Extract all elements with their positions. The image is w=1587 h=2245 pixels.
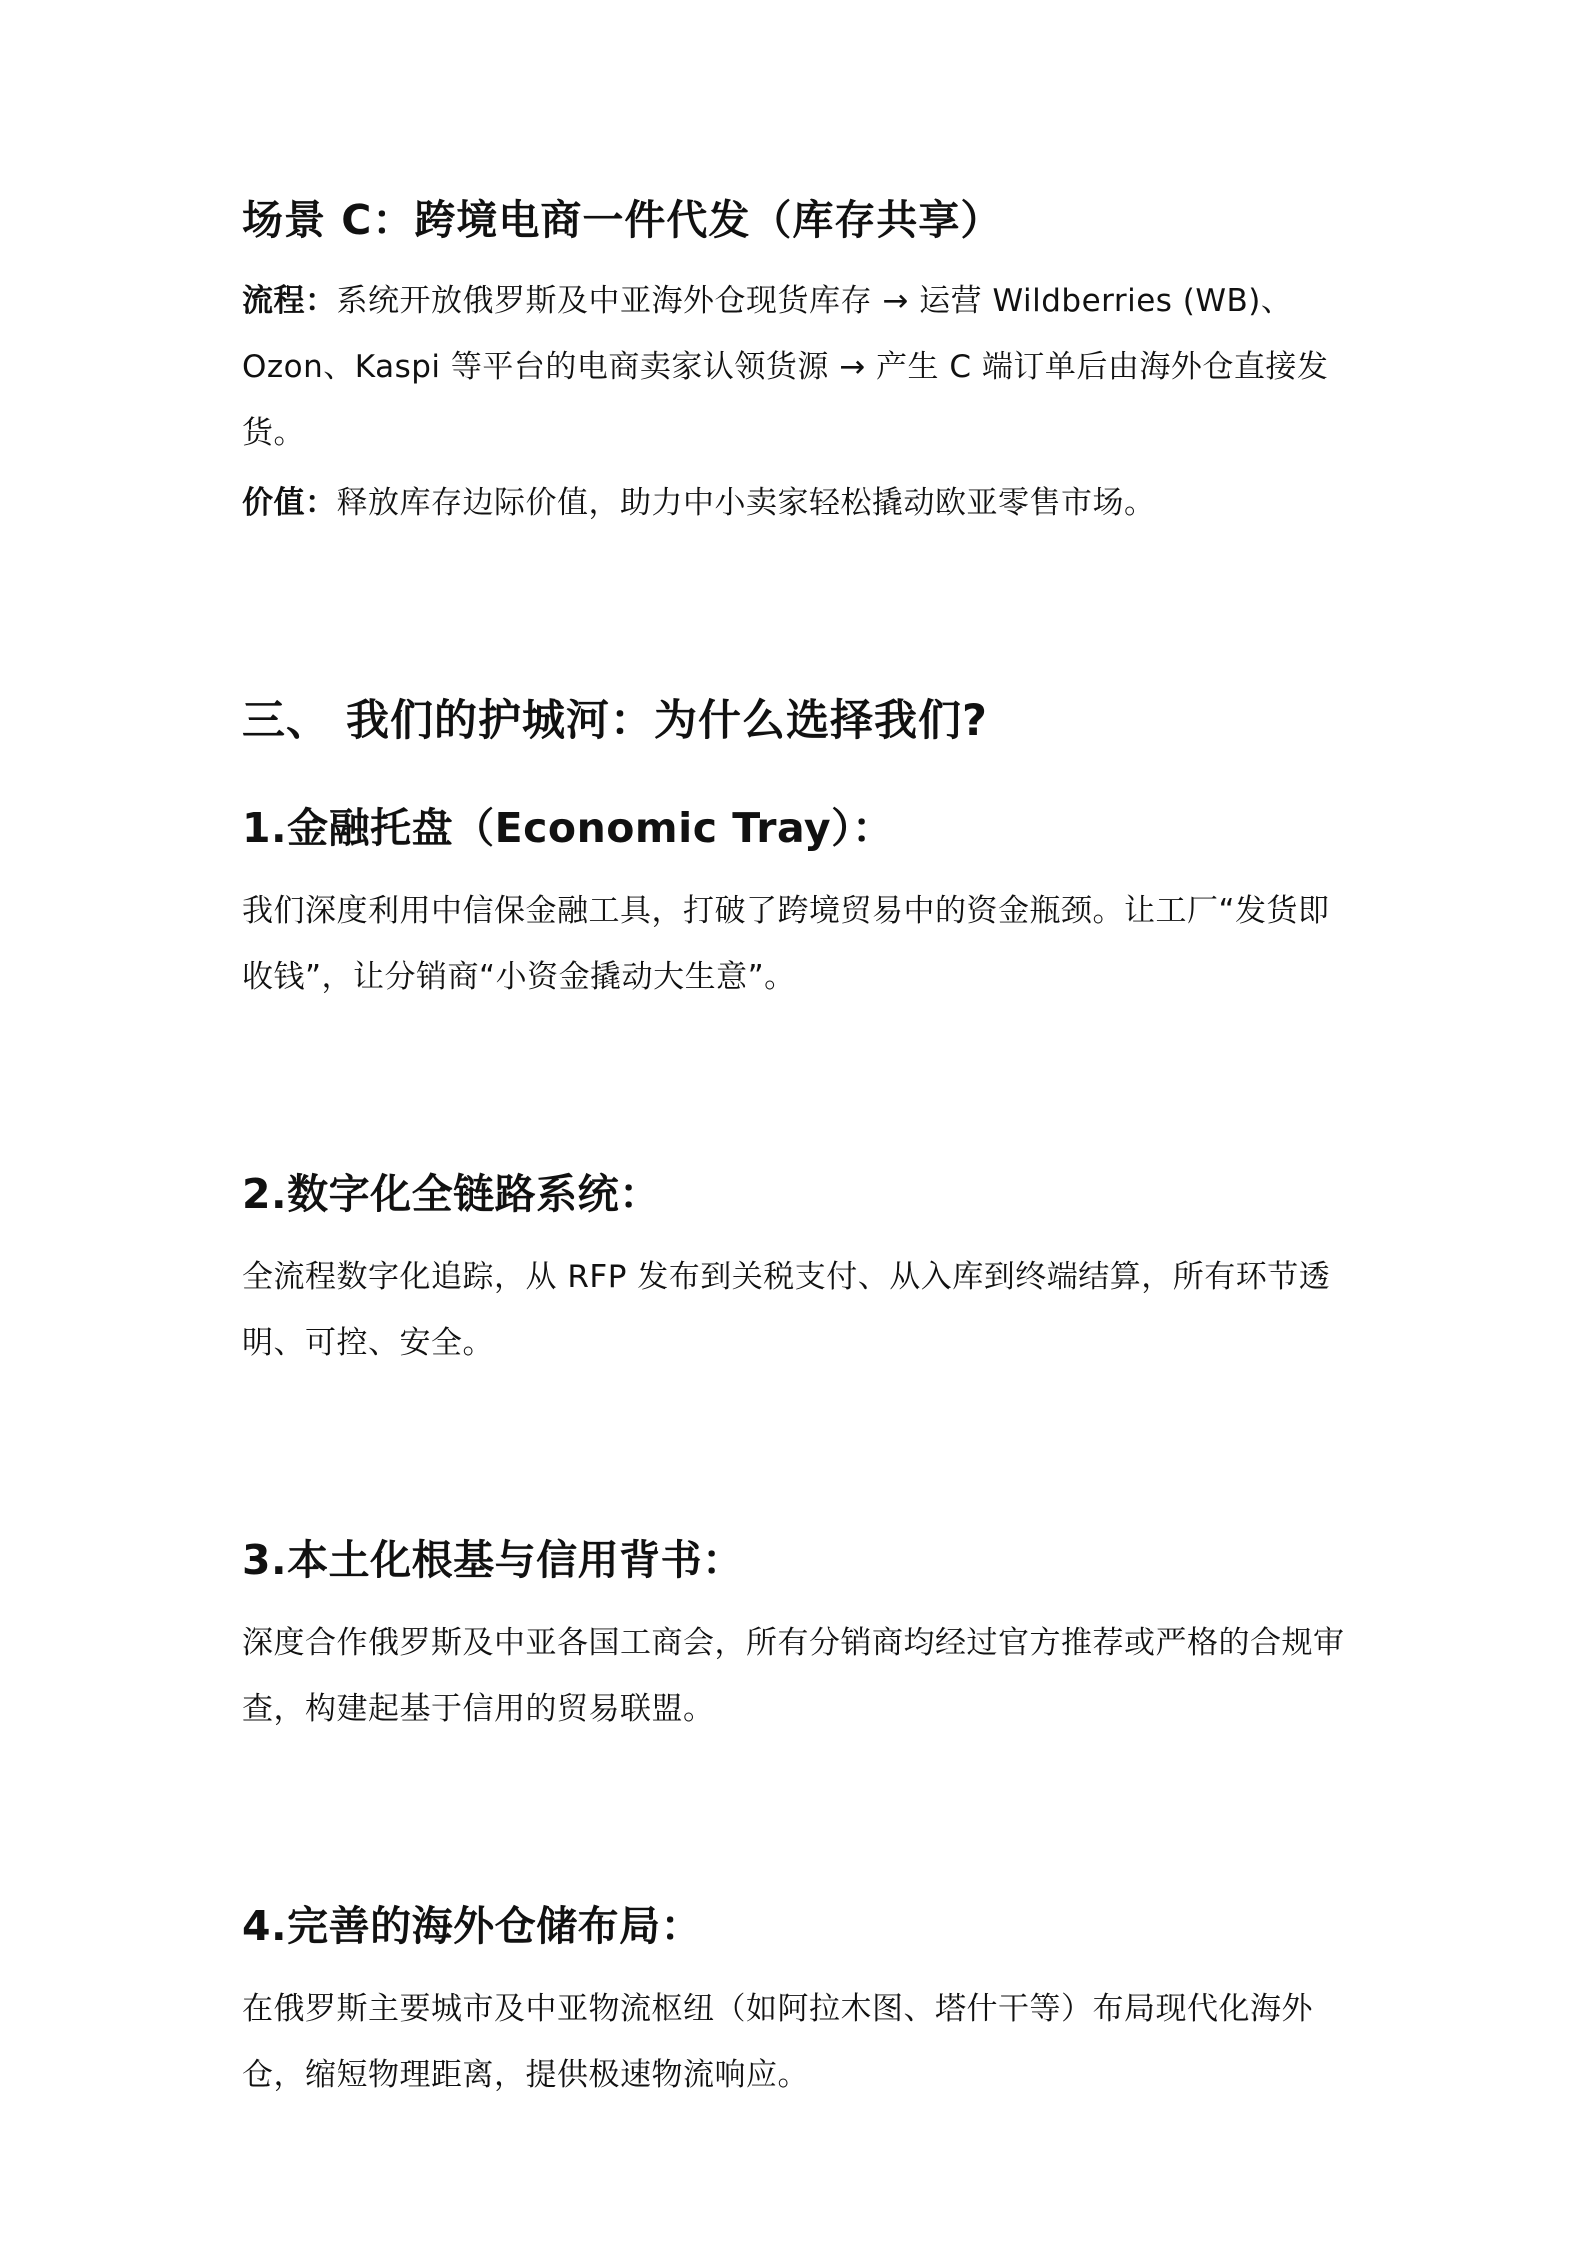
moat-item-digital-system xyxy=(242,1162,1352,1376)
item-title: 3.本土化根基与信用背书： xyxy=(242,1536,744,1584)
scene-c-value xyxy=(242,470,1352,536)
item-text: 在俄罗斯主要城市及中亚物流枢纽（如阿拉木图、塔什干等）布局现代化海外仓，缩短物理距离，提供极速物流响应。 xyxy=(242,1991,1313,2093)
item-text: 全流程数字化追踪，从 RFP 发布到关税支付、从入库到终端结算，所有环节透明、可控、安全。 xyxy=(242,1259,1331,1361)
scene-c-title: 场景 C：跨境电商一件代发（库存共享） xyxy=(242,196,1003,244)
section-3-title: 三、 我们的护城河：为什么选择我们? xyxy=(242,696,988,746)
moat-item-localization xyxy=(242,1528,1352,1742)
document-content xyxy=(242,188,1352,2108)
moat-item-financial-tray xyxy=(242,796,1352,1010)
value-label: 价值： xyxy=(242,485,337,521)
item-text: 深度合作俄罗斯及中亚各国工商会，所有分销商均经过官方推荐或严格的合规审查，构建起基于信用的贸易联盟。 xyxy=(242,1625,1345,1727)
value-text: 释放库存边际价值，助力中小卖家轻松撬动欧亚零售市场。 xyxy=(336,485,1156,521)
moat-item-warehousing xyxy=(242,1894,1352,2108)
item-title: 1.金融托盘（Economic Tray）： xyxy=(242,804,894,852)
item-title: 2.数字化全链路系统： xyxy=(242,1170,661,1218)
item-text: 我们深度利用中信保金融工具，打破了跨境贸易中的资金瓶颈。让工厂“发货即收钱”，让分销商“小资金撬动大生意”。 xyxy=(242,893,1330,995)
item-title: 4.完善的海外仓储布局： xyxy=(242,1902,703,1950)
process-text: 系统开放俄罗斯及中亚海外仓现货库存 → 运营 Wildberries (WB)、Ozon、Kaspi 等平台的电商卖家认领货源 → 产生 C 端订单后由海外仓直接发货。 xyxy=(242,283,1329,451)
process-label: 流程： xyxy=(242,283,337,319)
scene-c-process xyxy=(242,268,1352,466)
